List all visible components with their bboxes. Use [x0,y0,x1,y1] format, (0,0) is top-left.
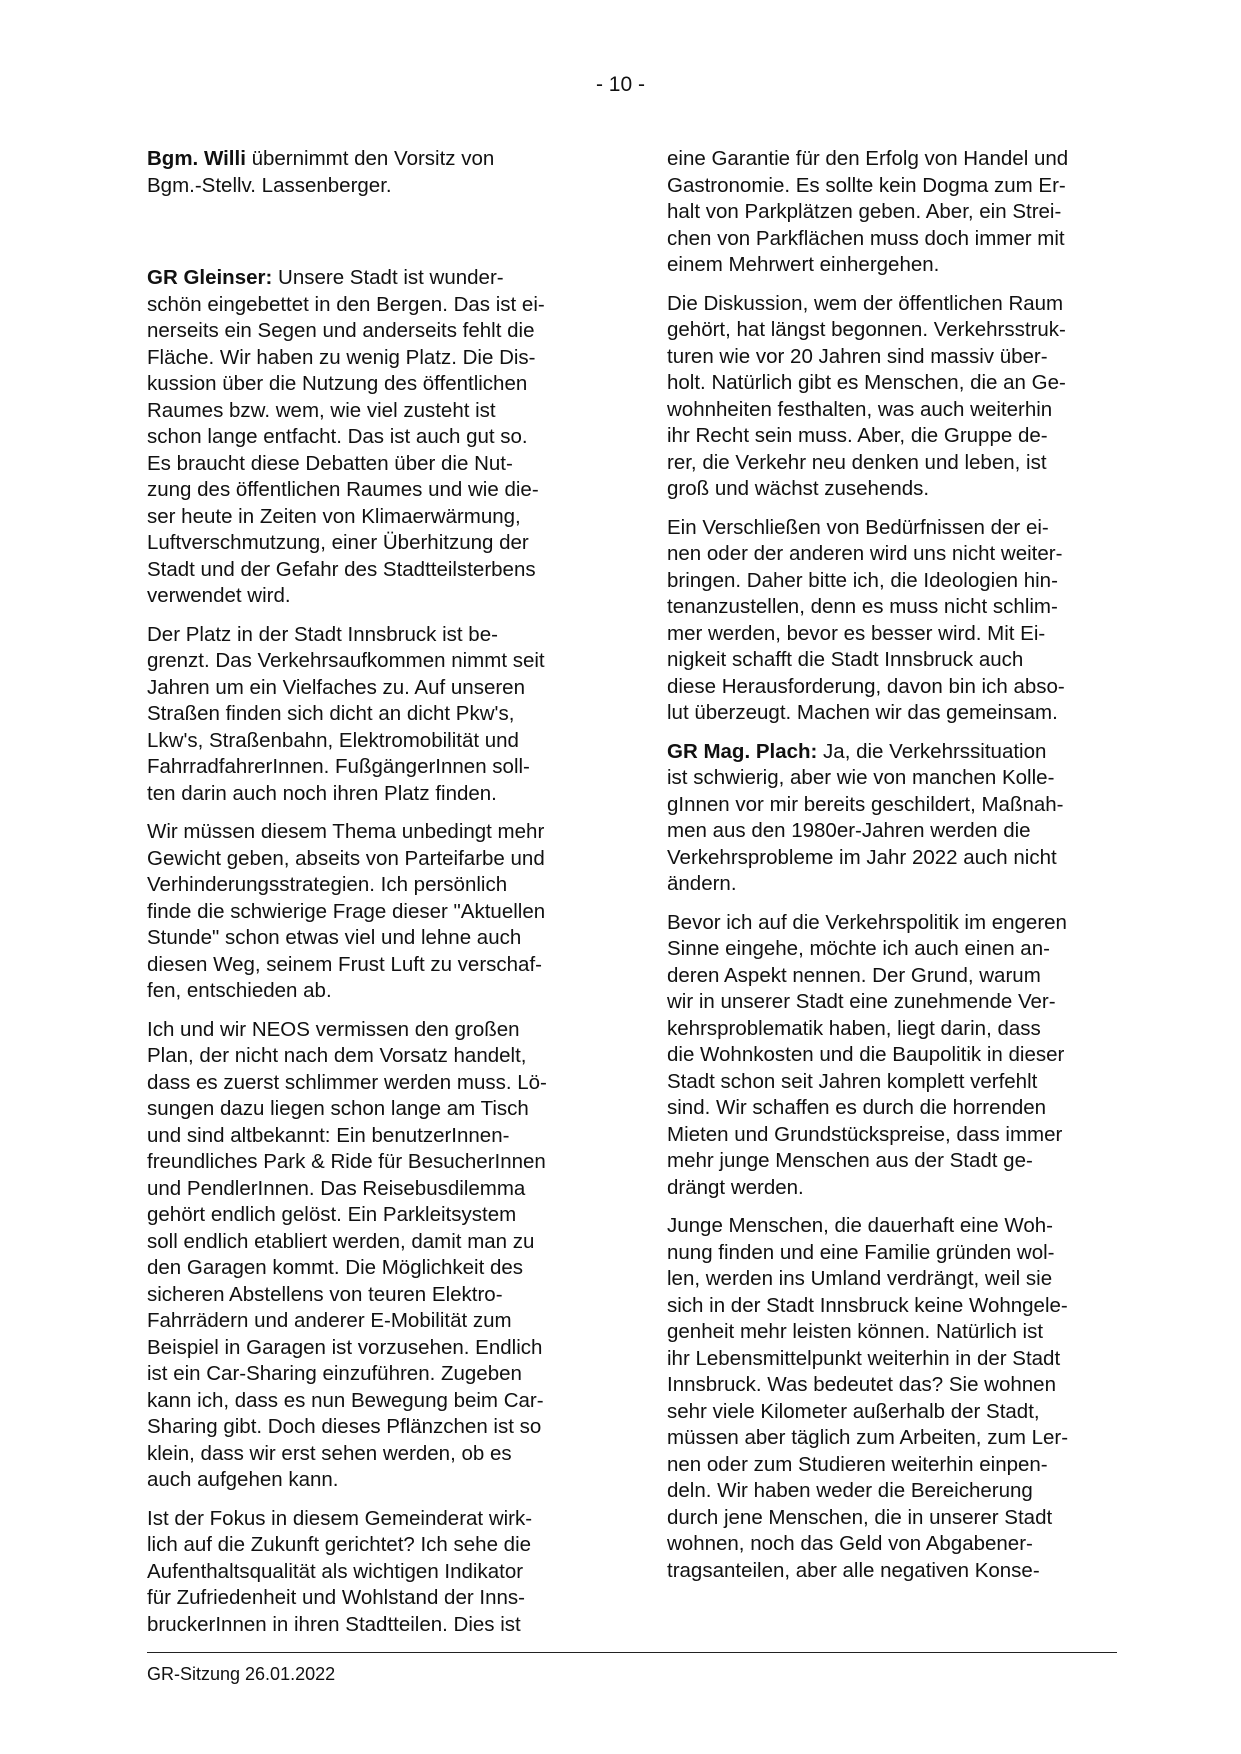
paragraph: Ein Verschließen von Bedürfnissen der ei- nen oder der anderen wird uns nicht weiter- bringen. Daher bitte ich, die Ideologien hin- tenanzustellen, denn es muss nicht schlim- mer werden, bevor es besser wird. Mit Ei- nigkeit schafft die Stadt Innsbruck auch diese Herausforderung, davon bin ich abso- lut überzeugt. Machen wir das gemeinsam. [667,515,1065,724]
paragraph [667,739,1117,898]
paragraph [147,146,597,199]
paragraph: Junge Menschen, die dauerhaft eine Woh- nung finden und eine Familie gründen wol- len, werden ins Umland verdrängt, weil sie sich in der Stadt Innsbruck keine Wohngele- genheit mehr leisten können. Natürlich ist ihr Lebensmittelpunkt weiterhin in der Stadt Innsbruck. Was bedeutet das? Sie wohnen sehr viele Kilometer außerhalb der Stadt, müssen aber täglich zum Arbeiten, zum Ler- nen oder zum Studieren weiterhin einpen- deln. Wir haben weder die Bereicherung durch jene Menschen, die in unserer Stadt wohnen, noch das Geld von Abgabener- tragsanteilen, aber alle negativen Konse- [667,1214,1069,1582]
paragraph-text: Unsere Stadt ist wunder- schön eingebettet in den Bergen. Das ist ei- nerseits ein Segen und anderseits fehlt die Fläche. Wir haben zu wenig Platz. Die Dis- kussion über die Nutzung des öffentlichen Raumes bzw. wem, wie viel zusteht ist schon lange entfacht. Das ist auch gut so. Es braucht diese Debatten über die Nut- zung des öffentlichen Raumes und wie die- ser heute in Zeiten von Klimaerwärmung, Luftverschmutzung, einer Überhitzung der Stadt und der Gefahr des Stadtteilsterbens verwendet wird. [147,266,545,607]
paragraph: Ist der Fokus in diesem Gemeinderat wirk- lich auf die Zukunft gerichtet? Ich sehe die Aufenthaltsqualität als wichtigen Indikator für Zufriedenheit und Wohlstand der Inns- bruckerInnen in ihren Stadtteilen. Dies ist [147,1506,533,1636]
page-number: - 10 - [595,73,645,96]
paragraph-text: übernimmt den Vorsitz von Bgm.-Stellv. Lassenberger. [147,147,495,197]
right-column [667,146,1117,1596]
footer-session-date: GR-Sitzung 26.01.2022 [147,1664,336,1684]
speaker-name: GR Gleinser: [147,266,273,289]
speaker-name: Bgm. Willi [147,147,246,170]
paragraph: Ich und wir NEOS vermissen den großen Plan, der nicht nach dem Vorsatz handelt, dass es zuerst schlimmer werden muss. Lö- sungen dazu liegen schon lange am Tisch und sind altbekannt: Ein benutzerInnen- freundliches Park & Ride für BesucherInnen und PendlerInnen. Das Reisebusdilemma gehört endlich gelöst. Ein Parkleitsystem soll endlich etabliert werden, damit man zu den Garagen kommt. Die Möglichkeit des sicheren Abstellens von teuren Elektro- Fahrrädern und anderer E-Mobilität zum Beispiel in Garagen ist vorzusehen. Endlich ist ein Car-Sharing einzuführen. Zugeben kann ich, dass es nun Bewegung beim Car- Sharing gibt. Doch dieses Pflänzchen ist so klein, dass wir erst sehen werden, ob es auch aufgehen kann. [147,1017,547,1491]
paragraph-text: Ja, die Verkehrssituation ist schwierig, aber wie von manchen Kolle- gInnen vor mir bereits geschildert, Maßnah- men aus den 1980er-Jahren werden die Verkehrsprobleme im Jahr 2022 auch nicht ändern. [667,739,1064,895]
paragraph: eine Garantie für den Erfolg von Handel und Gastronomie. Es sollte kein Dogma zum Er- halt von Parkplätzen geben. Aber, ein Strei- chen von Parkflächen muss doch immer mit einem Mehrwert einhergehen. [667,147,1069,276]
footer-divider [147,1652,1117,1653]
paragraph: Wir müssen diesem Thema unbedingt mehr Gewicht geben, abseits von Parteifarbe und Verhinderungsstrategien. Ich persönlich finde die schwierige Frage dieser "Aktuellen Stunde" schon etwas viel und lehne auch diesen Weg, seinem Frust Luft zu verschaf- fen, entschieden ab. [147,820,546,1002]
left-column [147,146,597,1650]
paragraph: Bevor ich auf die Verkehrspolitik im engeren Sinne eingehe, möchte ich auch einen an- deren Aspekt nennen. Der Grund, warum wir in unserer Stadt eine zunehmende Ver- kehrsproblematik haben, liegt darin, dass die Wohnkosten und die Baupolitik in dieser Stadt schon seit Jahren komplett verfehlt sind. Wir schaffen es durch die horrenden Mieten und Grundstückspreise, dass immer mehr junge Menschen aus der Stadt ge- drängt werden. [667,910,1067,1199]
paragraph: Der Platz in der Stadt Innsbruck ist be- grenzt. Das Verkehrsaufkommen nimmt seit Jahren um ein Vielfaches zu. Auf unseren Straßen finden sich dicht an dicht Pkw's, Lkw's, Straßenbahn, Elektromobilität und FahrradfahrerInnen. FußgängerInnen soll- ten darin auch noch ihren Platz finden. [147,622,545,805]
paragraph: Die Diskussion, wem der öffentlichen Raum gehört, hat längst begonnen. Verkehrsstruk- turen wie vor 20 Jahren sind massiv über- holt. Natürlich gibt es Menschen, die an Ge- wohnheiten festhalten, was auch weiterhin ihr Recht sein muss. Aber, die Gruppe de- rer, die Verkehr neu denken und leben, ist groß und wächst zusehends. [667,291,1066,500]
speaker-name: GR Mag. Plach: [667,739,818,763]
paragraph [147,265,597,610]
